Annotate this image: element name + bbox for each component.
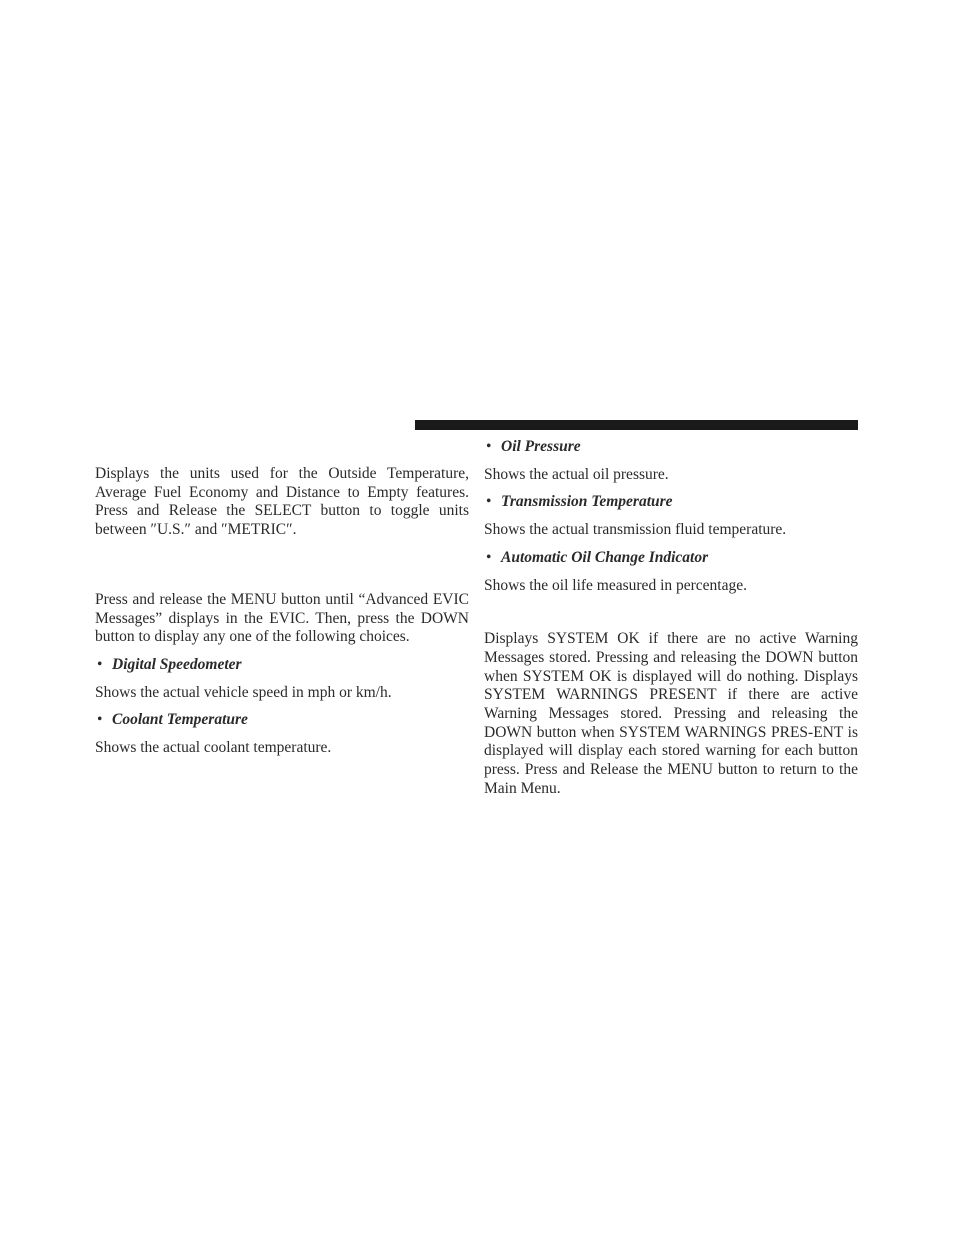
units-paragraph: Displays the units used for the Outside Temperature, Average Fuel Economy and Distance to Empty features. Press and Release the SELECT button to toggle units between ″U.S.″ and ″METRIC″. bbox=[95, 465, 469, 539]
bullet-icon: • bbox=[486, 548, 492, 566]
section-header-bar bbox=[415, 420, 858, 430]
right-column bbox=[484, 438, 858, 799]
list-item-description: Shows the actual vehicle speed in mph or km/h. bbox=[95, 683, 392, 701]
list-item-title: Oil Pressure bbox=[501, 438, 581, 455]
list-item-description: Shows the actual coolant temperature. bbox=[95, 739, 332, 757]
left-column bbox=[95, 465, 469, 758]
list-item-description: Shows the oil life measured in percentage. bbox=[484, 576, 747, 594]
list-item-description: Shows the actual oil pressure. bbox=[484, 465, 669, 483]
advanced-evic-paragraph: Press and release the MENU button until “Advanced EVIC Messages” displays in the EVIC. Then, press the DOWN button to display any one of the following choices. bbox=[95, 590, 469, 646]
list-item-digital-speedometer bbox=[95, 656, 469, 675]
list-item-automatic-oil-change-indicator bbox=[484, 549, 858, 568]
bullet-icon: • bbox=[486, 438, 492, 455]
bullet-icon: • bbox=[486, 493, 492, 511]
list-item-transmission-temperature bbox=[484, 493, 858, 512]
list-item-title: Transmission Temperature bbox=[501, 493, 673, 511]
list-item-coolant-temperature bbox=[95, 711, 469, 730]
list-item-oil-pressure bbox=[484, 438, 858, 457]
list-item-title: Digital Speedometer bbox=[112, 655, 242, 673]
list-item-title: Coolant Temperature bbox=[112, 711, 248, 729]
system-status-paragraph: Displays SYSTEM OK if there are no active Warning Messages stored. Pressing and releasing the DOWN button when SYSTEM OK is displayed will do nothing. Displays SYSTEM WARNINGS PRESENT if there are active Warning Messages stored. Pressing and releasing the DOWN button when SYSTEM WARNINGS PRES-ENT is displayed will display each stored warning for each button press. Press and Release the MENU button to return to the Main Menu. bbox=[484, 630, 858, 797]
list-item-description: Shows the actual transmission fluid temperature. bbox=[484, 521, 787, 539]
list-item-title: Automatic Oil Change Indicator bbox=[501, 548, 709, 566]
bullet-icon: • bbox=[97, 711, 103, 729]
bullet-icon: • bbox=[97, 655, 103, 673]
